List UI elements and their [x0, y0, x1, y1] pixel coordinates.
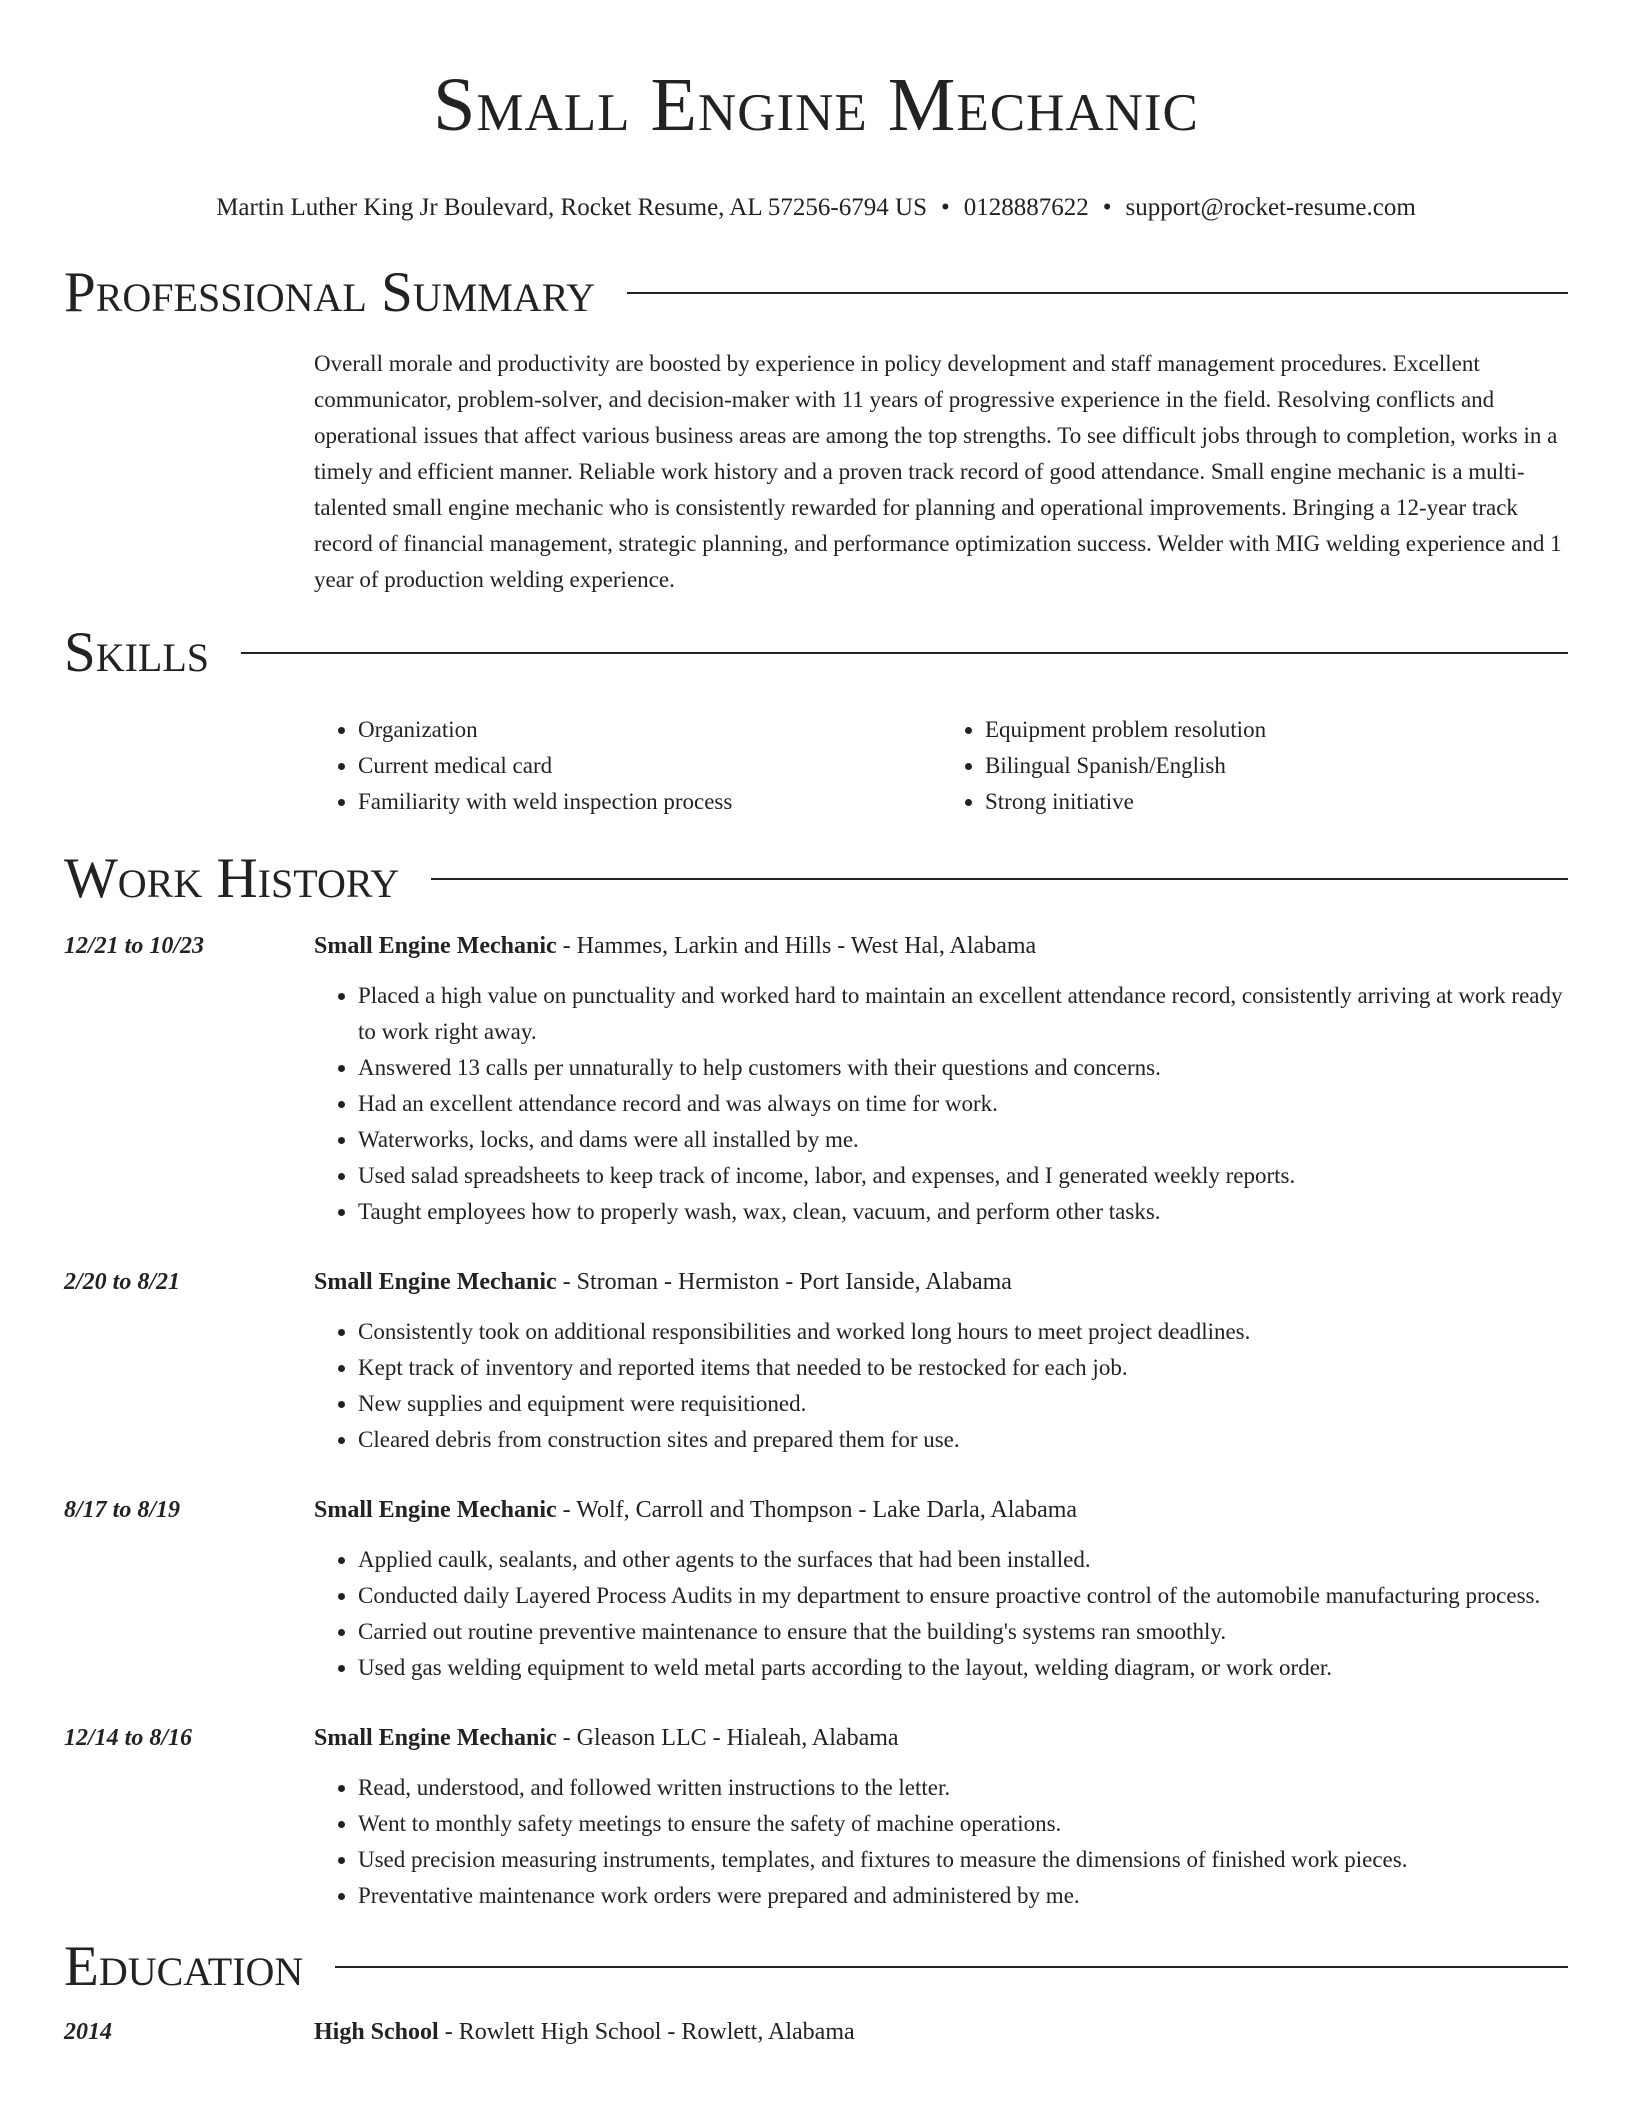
section-divider: [335, 1966, 1568, 1968]
job-bullet: • Used salad spreadsheets to keep track of income, labor, and expenses, and I generated weekly reports.: [358, 1158, 1568, 1194]
job-bullet: • Went to monthly safety meetings to ensure the safety of machine operations.: [358, 1806, 1568, 1842]
job-bullet: • Answered 13 calls per unnaturally to help customers with their questions and concerns.: [358, 1050, 1568, 1086]
job-bullet: • Used gas welding equipment to weld metal parts according to the layout, welding diagram, or work order.: [358, 1650, 1568, 1686]
job-bullet: • Taught employees how to properly wash, wax, clean, vacuum, and perform other tasks.: [358, 1194, 1568, 1230]
job-heading: [314, 1492, 1568, 1528]
job-bullet: • New supplies and equipment were requisitioned.: [358, 1386, 1568, 1422]
job-bullet: • Used precision measuring instruments, templates, and fixtures to measure the dimensions of finished work pieces.: [358, 1842, 1568, 1878]
contact-email[interactable]: support@rocket-resume.com: [1125, 194, 1416, 221]
work-history-title: Work History: [64, 847, 400, 910]
education-degree: High School: [314, 2019, 439, 2045]
education-details: - Rowlett High School - Rowlett, Alabama: [438, 2019, 855, 2045]
education-year: 2014: [64, 2019, 112, 2045]
job-details: - Wolf, Carroll and Thompson - Lake Darla, Alabama: [556, 1497, 1078, 1523]
job-details: - Gleason LLC - Hialeah, Alabama: [556, 1725, 899, 1751]
job-title: Small Engine Mechanic: [314, 1269, 557, 1295]
job-dates: 8/17 to 8/19: [64, 1497, 181, 1523]
section-heading: [64, 1934, 1568, 2000]
job-title: Small Engine Mechanic: [314, 1725, 557, 1751]
job-heading: [314, 928, 1568, 964]
job-bullet: • Consistently took on additional responsibilities and worked long hours to meet project deadlines.: [358, 1314, 1568, 1350]
contact-line: [0, 192, 1632, 224]
section-divider: [431, 878, 1568, 880]
candidate-name: Small Engine Mechanic: [433, 63, 1199, 147]
summary-section: [64, 260, 1568, 598]
skills-list-right: [941, 712, 1568, 820]
job-details: - Hammes, Larkin and Hills - West Hal, Alabama: [556, 933, 1037, 959]
job-bullet: • Kept track of inventory and reported items that needed to be restocked for each job.: [358, 1350, 1568, 1386]
skills-section: [64, 620, 1568, 820]
job-bullet: • Had an excellent attendance record and was always on time for work.: [358, 1086, 1568, 1122]
job-bullet: • Read, understood, and followed written instructions to the letter.: [358, 1770, 1568, 1806]
job-bullets: [314, 1314, 1568, 1458]
section-heading: [64, 846, 1568, 912]
resume-header: [0, 0, 1632, 224]
job-bullet: • Placed a high value on punctuality and worked hard to maintain an excellent attendance record, consistently arriving at work ready to work right away.: [358, 978, 1568, 1050]
job-bullet: • Carried out routine preventive maintenance to ensure that the building's systems ran smoothly.: [358, 1614, 1568, 1650]
skill-item: • Current medical card: [358, 748, 941, 784]
section-heading: [64, 620, 1568, 686]
contact-separator: •: [940, 194, 950, 221]
job-details: - Stroman - Hermiston - Port Ianside, Alabama: [556, 1269, 1012, 1295]
summary-title: Professional Summary: [64, 261, 596, 324]
skill-item: • Bilingual Spanish/English: [985, 748, 1568, 784]
job-bullet: • Preventative maintenance work orders were prepared and administered by me.: [358, 1878, 1568, 1914]
job-entry: [64, 1720, 1568, 1914]
job-bullet: • Conducted daily Layered Process Audits in my department to ensure proactive control of the automobile manufacturing process.: [358, 1578, 1568, 1614]
skills-grid: [314, 712, 1568, 820]
education-heading: [314, 2014, 1568, 2050]
work-history-section: [64, 846, 1568, 1914]
job-title: Small Engine Mechanic: [314, 1497, 557, 1523]
summary-text: Overall morale and productivity are boosted by experience in policy development and staff management procedures. Excellent communicator, problem-solver, and decision-maker with 11 years of progressive experience in the field. Resolving conflicts and operational issues that affect various business areas are among the top strengths. To see difficult jobs through to completion, works in a timely and efficient manner. Reliable work history and a proven track record of good attendance. Small engine mechanic is a multi-talented small engine mechanic who is consistently rewarded for planning and operational improvements. Bringing a 12-year track record of financial management, strategic planning, and performance optimization success. Welder with MIG welding experience and 1 year of production welding experience.: [314, 351, 1562, 592]
section-heading: [64, 260, 1568, 326]
job-bullets: [314, 1542, 1568, 1686]
job-entry: [64, 1492, 1568, 1686]
skill-item: • Organization: [358, 712, 941, 748]
section-divider: [627, 292, 1568, 294]
job-heading: [314, 1720, 1568, 1756]
section-divider: [241, 652, 1568, 654]
education-section: [64, 1934, 1568, 2050]
job-dates: 12/21 to 10/23: [64, 933, 205, 959]
job-title: Small Engine Mechanic: [314, 933, 557, 959]
skill-item: • Strong initiative: [985, 784, 1568, 820]
job-bullets: [314, 1770, 1568, 1914]
job-bullet: • Waterworks, locks, and dams were all installed by me.: [358, 1122, 1568, 1158]
contact-separator: •: [1102, 194, 1112, 221]
skills-list-left: [314, 712, 941, 820]
education-entry: [64, 2014, 1568, 2050]
skill-item: • Familiarity with weld inspection process: [358, 784, 941, 820]
job-entry: [64, 1264, 1568, 1458]
education-title: Education: [64, 1935, 304, 1998]
skill-item: • Equipment problem resolution: [985, 712, 1568, 748]
job-bullets: [314, 978, 1568, 1230]
job-dates: 12/14 to 8/16: [64, 1725, 193, 1751]
job-bullet: • Applied caulk, sealants, and other agents to the surfaces that had been installed.: [358, 1542, 1568, 1578]
job-dates: 2/20 to 8/21: [64, 1269, 181, 1295]
contact-phone[interactable]: 0128887622: [963, 194, 1089, 221]
skills-title: Skills: [64, 621, 210, 684]
contact-address: Martin Luther King Jr Boulevard, Rocket Resume, AL 57256-6794 US: [216, 194, 927, 221]
job-entry: [64, 928, 1568, 1230]
job-bullet: • Cleared debris from construction sites and prepared them for use.: [358, 1422, 1568, 1458]
job-heading: [314, 1264, 1568, 1300]
